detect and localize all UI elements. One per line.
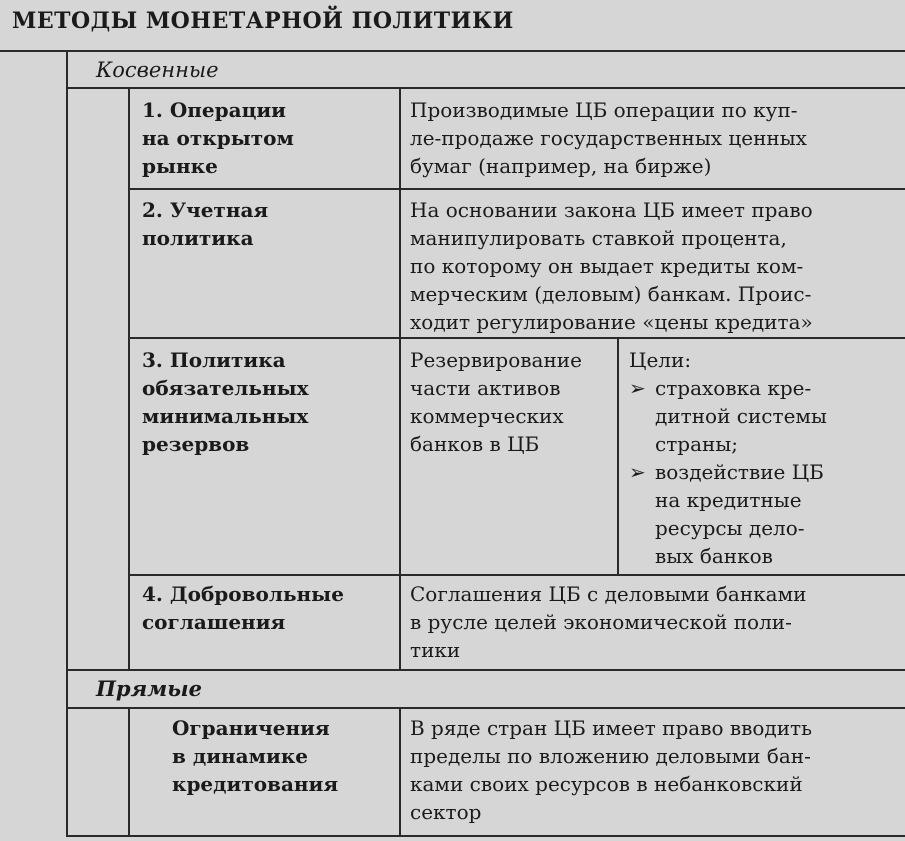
desc-reserve-requirements: Резервирование части активов коммерческих банков в ЦБ xyxy=(410,348,582,456)
desc-credit-limits: В ряде стран ЦБ имеет право вводить пределы по вложению деловыми бан- ками своих ресурсов в небанковский сектор xyxy=(410,716,813,824)
rule-direct xyxy=(66,707,905,709)
rule-left-inner-b xyxy=(128,708,130,836)
goal-item xyxy=(629,458,901,570)
rule-row2 xyxy=(128,337,905,339)
rule-left-inner-a xyxy=(128,88,130,670)
rule-bottom xyxy=(66,835,905,837)
method-credit-limits: Ограничения в динамике кредитования xyxy=(172,716,339,796)
method-reserve-requirements: 3. Политика обязательных минимальных резервов xyxy=(142,348,309,456)
goal-item xyxy=(629,374,901,458)
rule-left-outer xyxy=(66,50,68,837)
rule-indirect xyxy=(66,87,905,89)
arrow-bullet-icon: ➢ xyxy=(629,376,646,400)
desc-voluntary-agreements: Соглашения ЦБ с деловыми банками в русле целей экономической поли- тики xyxy=(410,582,807,662)
goal-text: воздействие ЦБ на кредитные ресурсы дело- вых банков xyxy=(655,460,824,568)
method-open-market: 1. Операции на открытом рынке xyxy=(142,98,294,178)
goals-block xyxy=(629,346,901,570)
arrow-bullet-icon: ➢ xyxy=(629,460,646,484)
goals-label: Цели: xyxy=(629,348,692,372)
desc-open-market: Производимые ЦБ операции по куп- ле-продаже государственных ценных бумаг (например, на бирже) xyxy=(410,98,807,178)
method-discount-policy: 2. Учетная политика xyxy=(142,198,269,250)
goal-text: страховка кре- дитной системы страны; xyxy=(655,376,827,456)
section-indirect: Косвенные xyxy=(96,58,219,82)
table-title: МЕТОДЫ МОНЕТАРНОЙ ПОЛИТИКИ xyxy=(12,8,514,34)
rule-top xyxy=(0,50,905,52)
rule-row4 xyxy=(66,669,905,671)
method-voluntary-agreements: 4. Добровольные соглашения xyxy=(142,582,344,634)
rule-row3 xyxy=(128,574,905,576)
rule-mid-a xyxy=(399,88,401,670)
desc-discount-policy: На основании закона ЦБ имеет право манипулировать ставкой процента, по которому он выдает кредиты ком- мерческим (деловым) банкам. Проис- ходит регулирование «цены кредита» xyxy=(410,198,813,334)
rule-mid-b xyxy=(399,708,401,836)
rule-goals xyxy=(617,338,619,575)
section-direct: Прямые xyxy=(96,676,202,701)
rule-row1 xyxy=(128,188,905,190)
